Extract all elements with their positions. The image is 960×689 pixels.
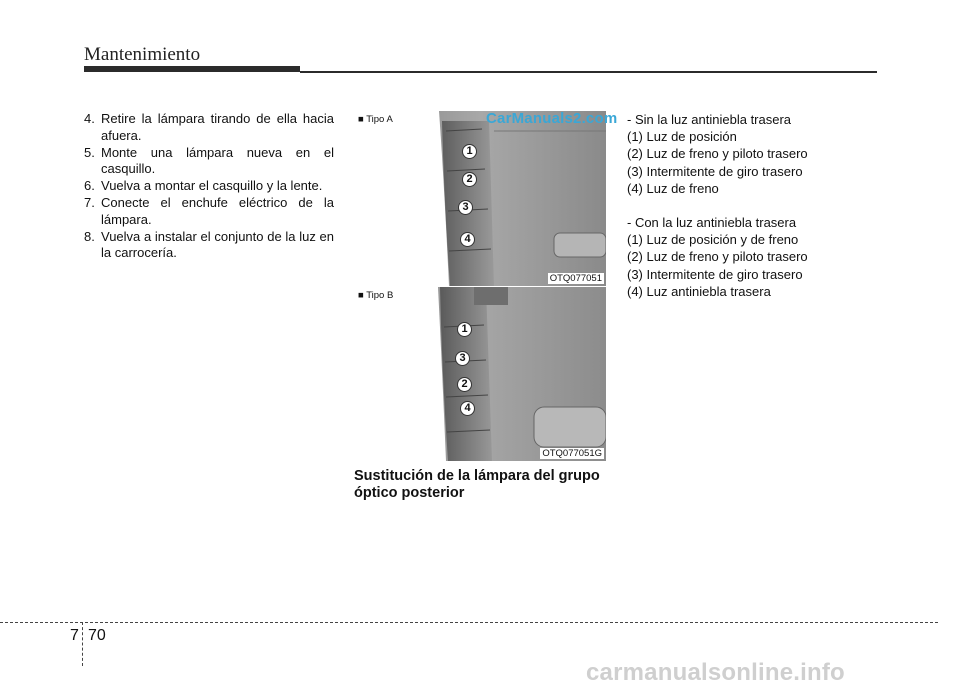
figure-type-a-label: ■ Tipo A	[358, 114, 393, 125]
step-item	[84, 145, 334, 179]
footer-rule	[0, 622, 938, 623]
footer-divider	[82, 622, 83, 666]
figure-type-a-code: OTQ077051	[549, 273, 602, 284]
legend-item: (3) Intermitente de giro trasero	[627, 266, 803, 282]
instruction-steps	[84, 111, 334, 262]
step-number: 5.	[84, 144, 95, 160]
callout-badge: 1	[457, 322, 472, 337]
callout-badge: 3	[455, 351, 470, 366]
step-item	[84, 178, 334, 195]
legend-item: (2) Luz de freno y piloto trasero	[627, 249, 808, 265]
footer-chapter-number: 7	[70, 627, 79, 644]
callout-badge: 1	[462, 144, 477, 159]
figure-type-b-label: ■ Tipo B	[358, 290, 394, 301]
legend-item: (1) Luz de posición	[627, 129, 737, 145]
step-number: 6.	[84, 178, 95, 194]
page-header-title: Mantenimiento	[84, 44, 201, 65]
figure-type-b-illustration	[354, 287, 606, 461]
step-number: 4.	[84, 111, 95, 126]
legend-title-without-fog: - Sin la luz antiniebla trasera	[627, 112, 792, 127]
step-text: Retire la lámpara tirando de ella hacia afuera.	[101, 111, 334, 143]
figure-type-a-illustration	[354, 111, 606, 286]
watermark-bottom: carmanualsonline.info	[586, 659, 845, 686]
lamp-legend	[627, 111, 887, 300]
step-text: Monte una lámpara nueva en el casquillo.	[101, 144, 334, 177]
step-number: 7.	[84, 194, 95, 210]
section-heading: Sustitución de la lámpara del grupo óptico posterior	[354, 468, 600, 501]
legend-title-with-fog: - Con la luz antiniebla trasera	[627, 215, 797, 231]
legend-item: (1) Luz de posición y de freno	[627, 232, 799, 248]
callout-badge: 2	[457, 377, 472, 392]
figure-type-a	[354, 111, 606, 286]
header-bar	[84, 66, 300, 72]
legend-item: (4) Luz antiniebla trasera	[627, 283, 771, 299]
callout-badge: 3	[458, 200, 473, 215]
footer-page-number: 70	[88, 627, 106, 644]
callout-badge: 2	[462, 172, 477, 187]
step-text: Vuelva a instalar el conjunto de la luz en la carrocería.	[101, 228, 334, 261]
step-number: 8.	[84, 228, 95, 244]
legend-item: (3) Intermitente de giro trasero	[627, 163, 803, 179]
step-text: Vuelva a montar el casquillo y la lente.	[101, 178, 323, 194]
step-item	[84, 195, 334, 229]
figure-type-b-code: OTQ077051G	[542, 448, 602, 459]
legend-item: (2) Luz de freno y piloto trasero	[627, 146, 808, 162]
callout-badge: 4	[460, 401, 475, 416]
step-item	[84, 111, 334, 145]
legend-item: (4) Luz de freno	[627, 180, 719, 196]
callout-badge: 4	[460, 232, 475, 247]
figure-type-b	[354, 287, 606, 461]
watermark-top: CarManuals2.com	[486, 110, 618, 127]
step-item	[84, 229, 334, 263]
header-rule	[300, 71, 877, 73]
step-text: Conecte el enchufe eléctrico de la lámpara.	[101, 194, 334, 227]
legend-spacer	[627, 197, 887, 214]
